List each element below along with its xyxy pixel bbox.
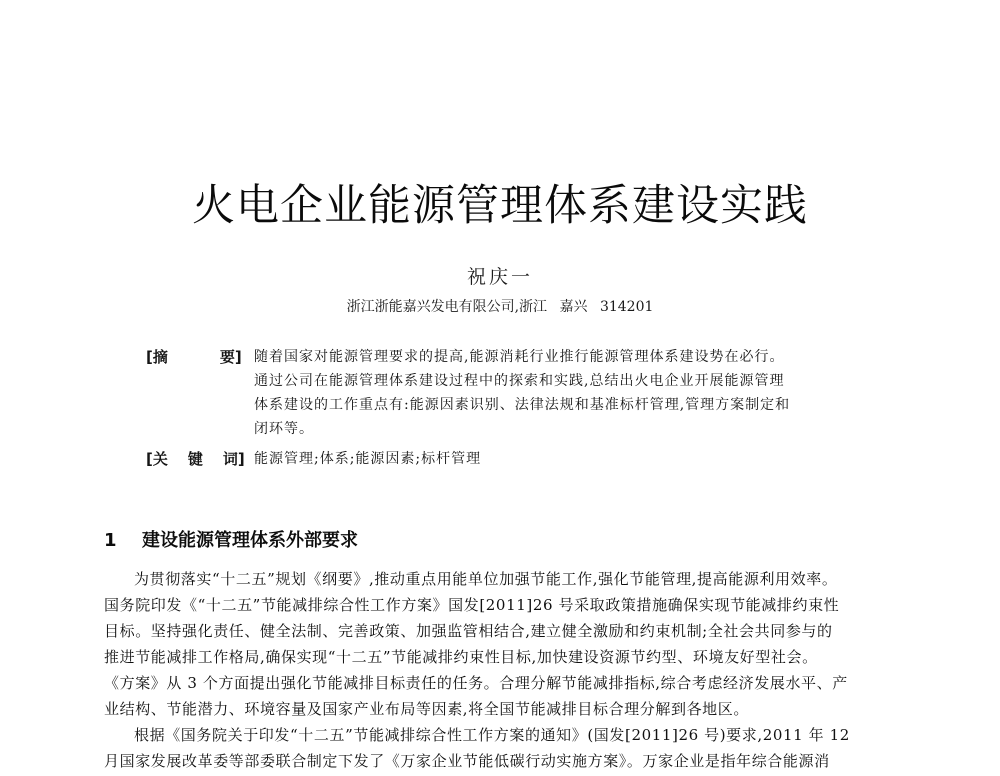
keywords-line xyxy=(146,447,906,471)
body-line: 目标。坚持强化责任、健全法制、完善政策、加强监管相结合,建立健全激励和约束机制;全社会共同参与的 xyxy=(104,622,833,640)
body-line: 月国家发展改革委等部委联合制定下发了《万家企业节能低碳行动实施方案》。万家企业是指年综合能源消 xyxy=(104,752,830,770)
abstract-line xyxy=(146,417,906,441)
body-line: 《方案》从 3 个方面提出强化节能减排目标责任的任务。合理分解节能减排指标,综合考虑经济发展水平、产 xyxy=(104,674,848,692)
abstract-text-line: 通过公司在能源管理体系建设过程中的探索和实践,总结出火电企业开展能源管理 xyxy=(254,373,785,389)
abstract-line xyxy=(146,369,906,393)
section-number: 1 xyxy=(104,530,117,551)
paper-title: 火电企业能源管理体系建设实践 xyxy=(192,181,808,231)
body-line: 推进节能减排工作格局,确保实现“十二五”节能减排约束性目标,加快建设资源节约型、环境友好型社会。 xyxy=(104,648,818,666)
keywords-text: 能源管理;体系;能源因素;标杆管理 xyxy=(254,451,482,467)
abstract-text-line: 随着国家对能源管理要求的提高,能源消耗行业推行能源管理体系建设势在必行。 xyxy=(254,349,785,365)
abstract-line xyxy=(146,393,906,417)
body-line: 根据《国务院关于印发“十二五”节能减排综合性工作方案的通知》(国发[2011]26 号)要求,2011 年 12 xyxy=(134,726,850,744)
section-heading xyxy=(104,526,358,552)
affiliation-postcode: 314201 xyxy=(599,299,654,315)
body-line: 为贯彻落实“十二五”规划《纲要》,推动重点用能单位加强节能工作,强化节能管理,提高能源利用效率。 xyxy=(134,570,838,588)
keywords-label xyxy=(146,447,245,471)
abstract-label xyxy=(146,345,242,369)
keywords-label-1: [关 xyxy=(146,450,168,468)
author-affiliation xyxy=(0,296,1000,316)
abstract-label-open: [摘 xyxy=(146,348,168,366)
abstract-label-close: 要] xyxy=(219,348,242,366)
abstract-text-line: 闭环等。 xyxy=(254,421,314,437)
body-text xyxy=(104,566,924,774)
section-title: 建设能源管理体系外部要求 xyxy=(142,530,358,551)
affiliation-city: 嘉兴 xyxy=(559,299,588,315)
keywords-label-3: 词] xyxy=(222,450,245,468)
affiliation-org: 浙江浙能嘉兴发电有限公司,浙江 xyxy=(346,299,548,315)
abstract-block xyxy=(146,345,906,471)
abstract-line xyxy=(146,345,906,369)
abstract-text-line: 体系建设的工作重点有:能源因素识别、法律法规和基准标杆管理,管理方案制定和 xyxy=(254,397,791,413)
body-line: 国务院印发《“十二五”节能减排综合性工作方案》国发[2011]26 号采取政策措施确保实现节能减排约束性 xyxy=(104,596,840,614)
body-line: 业结构、节能潜力、环境容量及国家产业布局等因素,将全国节能减排目标合理分解到各地区。 xyxy=(104,700,749,718)
keywords-label-2: 键 xyxy=(187,450,203,468)
author-name: 祝庆一 xyxy=(466,266,533,288)
